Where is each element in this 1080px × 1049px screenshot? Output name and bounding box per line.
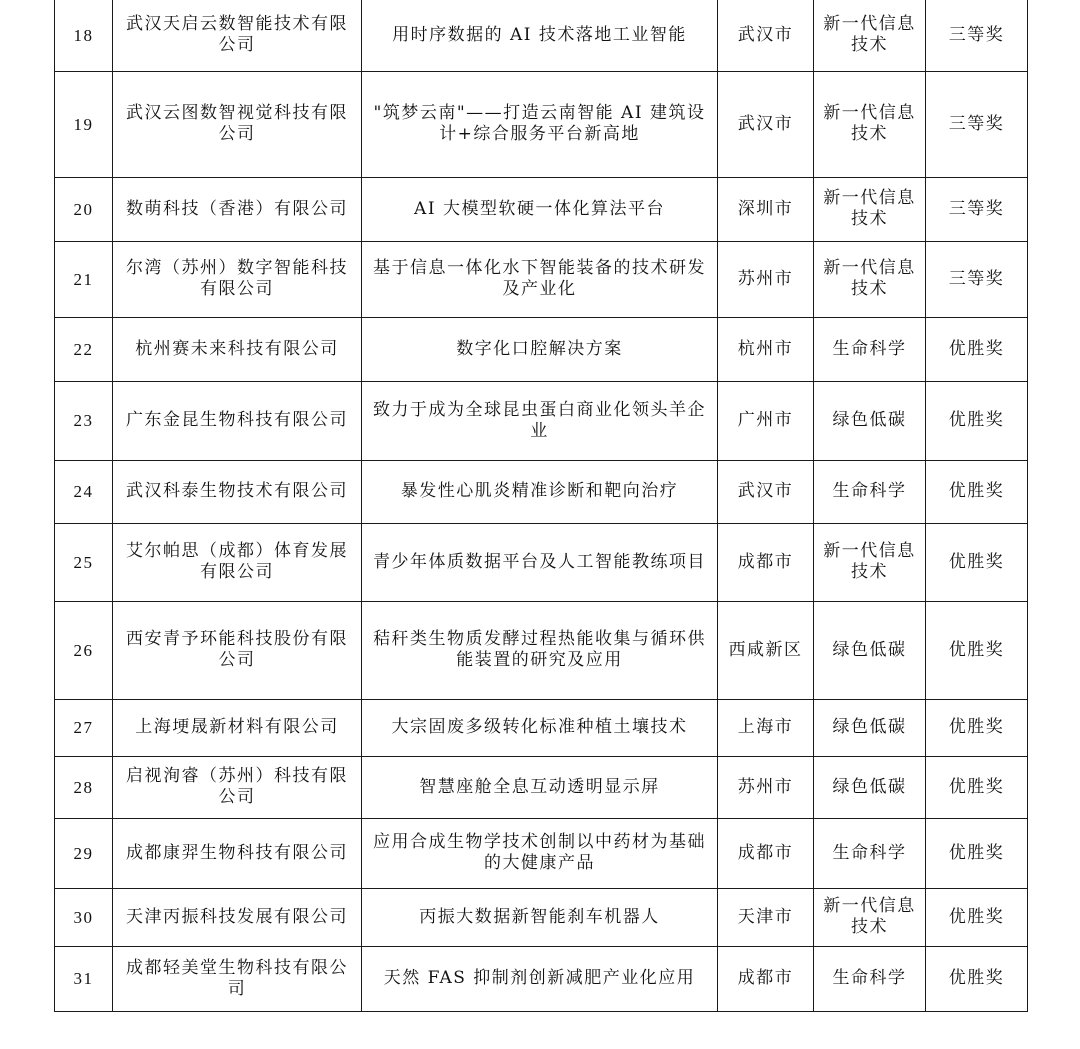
- award-level: 三等奖: [926, 177, 1028, 241]
- row-number: 24: [55, 460, 113, 523]
- company-name: 上海埂晟新材料有限公司: [113, 699, 362, 756]
- project-name: 秸秆类生物质发酵过程热能收集与循环供能装置的研究及应用: [362, 601, 718, 699]
- company-name: 武汉科泰生物技术有限公司: [113, 460, 362, 523]
- city: 成都市: [718, 523, 814, 601]
- city: 武汉市: [718, 0, 814, 71]
- row-number: 20: [55, 177, 113, 241]
- award-level: 优胜奖: [926, 460, 1028, 523]
- table-row: [55, 756, 1028, 818]
- table-row: [55, 460, 1028, 523]
- city: 武汉市: [718, 460, 814, 523]
- row-number: 28: [55, 756, 113, 818]
- row-number: 21: [55, 241, 113, 317]
- industry-field: 绿色低碳: [814, 699, 926, 756]
- award-level: 三等奖: [926, 71, 1028, 177]
- project-name: 数字化口腔解决方案: [362, 317, 718, 381]
- city: 天津市: [718, 888, 814, 946]
- row-number: 30: [55, 888, 113, 946]
- city: 深圳市: [718, 177, 814, 241]
- company-name: 杭州赛未来科技有限公司: [113, 317, 362, 381]
- city: 上海市: [718, 699, 814, 756]
- project-name: 基于信息一体化水下智能装备的技术研发及产业化: [362, 241, 718, 317]
- table-row: [55, 381, 1028, 460]
- award-level: 三等奖: [926, 0, 1028, 71]
- table-row: [55, 946, 1028, 1011]
- company-name: 成都康羿生物科技有限公司: [113, 818, 362, 888]
- table-row: [55, 317, 1028, 381]
- company-name: 天津丙振科技发展有限公司: [113, 888, 362, 946]
- company-name: 启视洵睿（苏州）科技有限公司: [113, 756, 362, 818]
- award-level: 优胜奖: [926, 381, 1028, 460]
- city: 成都市: [718, 818, 814, 888]
- project-name: "筑梦云南"——打造云南智能 AI 建筑设计+综合服务平台新高地: [362, 71, 718, 177]
- project-name: 致力于成为全球昆虫蛋白商业化领头羊企业: [362, 381, 718, 460]
- industry-field: 新一代信息技术: [814, 241, 926, 317]
- row-number: 27: [55, 699, 113, 756]
- city: 广州市: [718, 381, 814, 460]
- industry-field: 生命科学: [814, 946, 926, 1011]
- award-level: 优胜奖: [926, 699, 1028, 756]
- table-row: [55, 888, 1028, 946]
- award-level: 优胜奖: [926, 756, 1028, 818]
- award-level: 优胜奖: [926, 601, 1028, 699]
- table-row: [55, 699, 1028, 756]
- awards-table: [54, 0, 1028, 1012]
- row-number: 26: [55, 601, 113, 699]
- award-level: 优胜奖: [926, 946, 1028, 1011]
- award-level: 优胜奖: [926, 818, 1028, 888]
- award-level: 优胜奖: [926, 888, 1028, 946]
- industry-field: 新一代信息技术: [814, 888, 926, 946]
- table-row: [55, 818, 1028, 888]
- table-row: [55, 601, 1028, 699]
- industry-field: 新一代信息技术: [814, 523, 926, 601]
- company-name: 广东金昆生物科技有限公司: [113, 381, 362, 460]
- table-row: [55, 523, 1028, 601]
- industry-field: 绿色低碳: [814, 381, 926, 460]
- company-name: 尔湾（苏州）数字智能科技有限公司: [113, 241, 362, 317]
- project-name: 青少年体质数据平台及人工智能教练项目: [362, 523, 718, 601]
- project-name: 暴发性心肌炎精准诊断和靶向治疗: [362, 460, 718, 523]
- award-level: 优胜奖: [926, 317, 1028, 381]
- company-name: 西安青予环能科技股份有限公司: [113, 601, 362, 699]
- company-name: 艾尔帕思（成都）体育发展有限公司: [113, 523, 362, 601]
- project-name: AI 大模型软硬一体化算法平台: [362, 177, 718, 241]
- project-name: 用时序数据的 AI 技术落地工业智能: [362, 0, 718, 71]
- company-name: 武汉天启云数智能技术有限公司: [113, 0, 362, 71]
- table-row: [55, 71, 1028, 177]
- industry-field: 新一代信息技术: [814, 71, 926, 177]
- city: 杭州市: [718, 317, 814, 381]
- project-name: 丙振大数据新智能刹车机器人: [362, 888, 718, 946]
- row-number: 25: [55, 523, 113, 601]
- company-name: 武汉云图数智视觉科技有限公司: [113, 71, 362, 177]
- project-name: 大宗固废多级转化标准种植土壤技术: [362, 699, 718, 756]
- row-number: 23: [55, 381, 113, 460]
- industry-field: 绿色低碳: [814, 756, 926, 818]
- row-number: 18: [55, 0, 113, 71]
- industry-field: 新一代信息技术: [814, 0, 926, 71]
- industry-field: 生命科学: [814, 818, 926, 888]
- award-level: 优胜奖: [926, 523, 1028, 601]
- awards-table-body: [55, 0, 1028, 1011]
- row-number: 22: [55, 317, 113, 381]
- city: 武汉市: [718, 71, 814, 177]
- industry-field: 生命科学: [814, 460, 926, 523]
- project-name: 应用合成生物学技术创制以中药材为基础的大健康产品: [362, 818, 718, 888]
- company-name: 成都轻美堂生物科技有限公司: [113, 946, 362, 1011]
- industry-field: 生命科学: [814, 317, 926, 381]
- project-name: 天然 FAS 抑制剂创新减肥产业化应用: [362, 946, 718, 1011]
- city: 苏州市: [718, 241, 814, 317]
- table-row: [55, 241, 1028, 317]
- city: 成都市: [718, 946, 814, 1011]
- table-row: [55, 177, 1028, 241]
- city: 西咸新区: [718, 601, 814, 699]
- row-number: 29: [55, 818, 113, 888]
- row-number: 19: [55, 71, 113, 177]
- row-number: 31: [55, 946, 113, 1011]
- city: 苏州市: [718, 756, 814, 818]
- industry-field: 新一代信息技术: [814, 177, 926, 241]
- award-level: 三等奖: [926, 241, 1028, 317]
- industry-field: 绿色低碳: [814, 601, 926, 699]
- table-row: [55, 0, 1028, 71]
- company-name: 数萌科技（香港）有限公司: [113, 177, 362, 241]
- project-name: 智慧座舱全息互动透明显示屏: [362, 756, 718, 818]
